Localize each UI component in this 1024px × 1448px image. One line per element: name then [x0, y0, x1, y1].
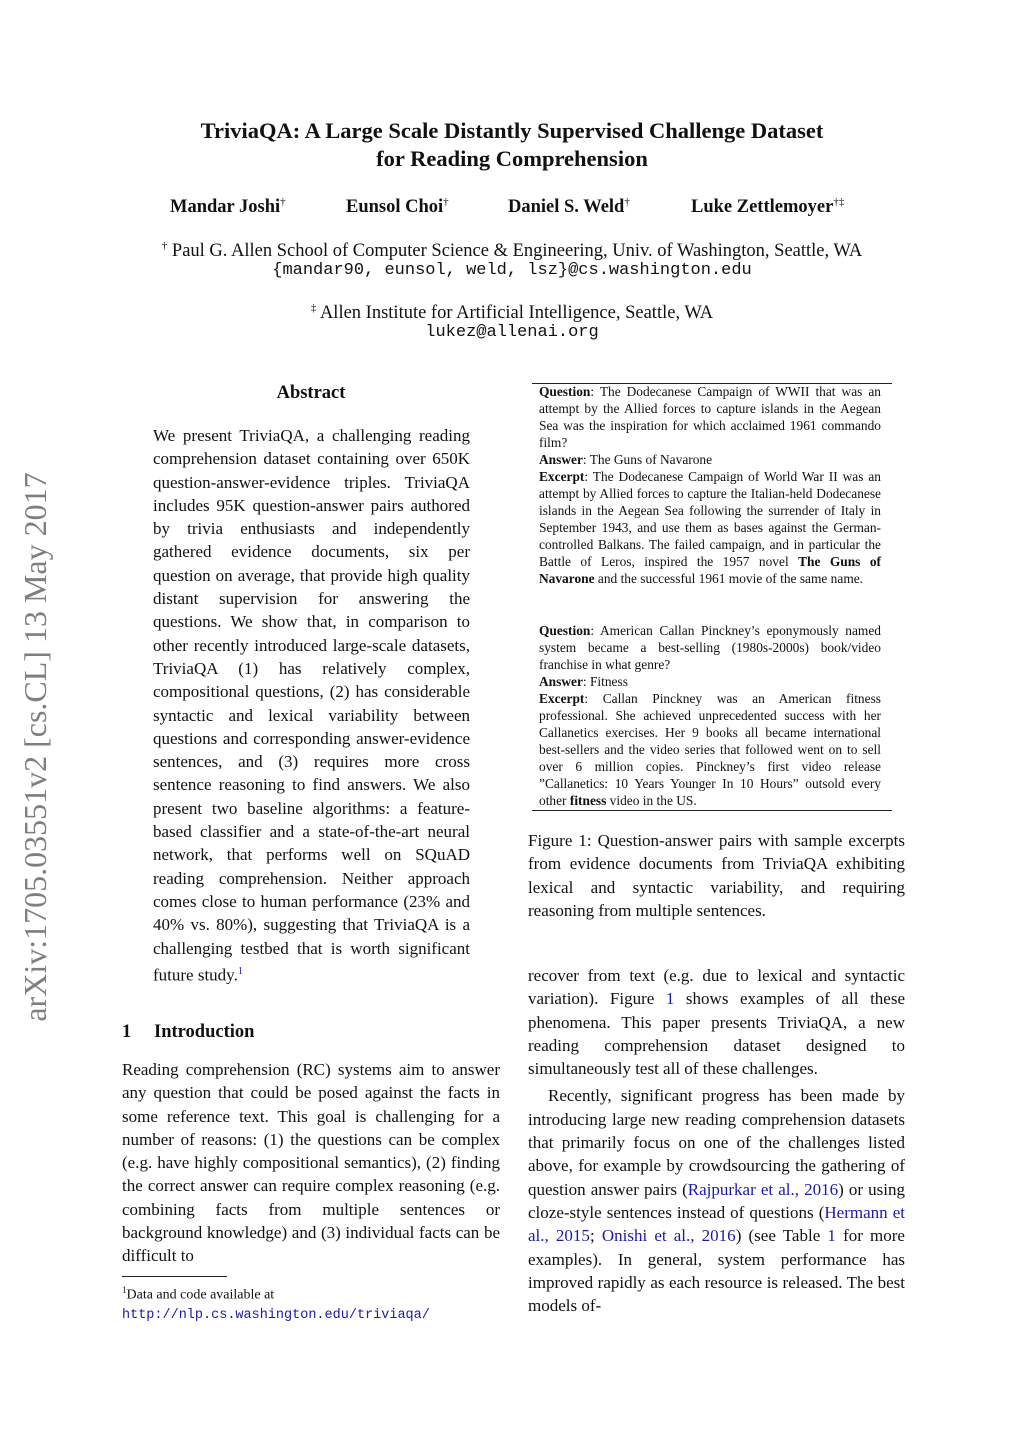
email-ai2: lukez@allenai.org [425, 323, 599, 342]
footnote-rule [122, 1276, 227, 1277]
citation-onishi[interactable]: Onishi et al., 2016 [601, 1226, 736, 1246]
figure-example-2 [539, 622, 881, 809]
figure-caption: Figure 1: Question-answer pairs with sample excerpts from evidence documents from TriviaQA exhibiting lexical and syntactic variability, and requiring reasoning from multiple sentences. [528, 831, 905, 920]
example-2-question: Question: American Callan Pinckney’s eponymously named system became a best-selling (1980s-2000s) book/video franchise in what genre? [539, 623, 881, 672]
section-heading-introduction: 1 Introduction [122, 1022, 255, 1042]
example-2-answer: Answer: Fitness [539, 674, 628, 689]
paper-title [0, 117, 1024, 173]
figure-example-1 [539, 383, 881, 587]
author-zettlemoyer: Luke Zettlemoyer†‡ [691, 196, 845, 218]
example-1-excerpt: Excerpt: The Dodecanese Campaign of World War II was an attempt by Allied forces to capture the Italian-held Dodecanese islands in the Aegean Sea following the surrender of Italy in September 1943, and use them as bases against the German-controlled Balkans. The failed campaign, and in particular the Battle of Leros, inspired the 1957 novel The Guns of Navarone and the successful 1961 movie of the same name. [539, 469, 881, 586]
right-column-body [528, 964, 905, 1317]
arxiv-sidebar-id: arXiv:1705.03551v2 [cs.CL] 13 May 2017 [17, 472, 53, 1022]
table-ref-link[interactable]: 1 [827, 1226, 836, 1246]
figure-bottom-rule [532, 810, 892, 811]
paragraph-phenomena: recover from text (e.g. due to lexical and syntactic variation). Figure 1 shows examples of all these phenomena. This paper presents TriviaQA, a new reading comprehension dataset designed to simultaneously test all of these challenges. [528, 966, 905, 1079]
footnote-ref[interactable]: 1 [237, 965, 243, 977]
title-line-2: for Reading Comprehension [376, 146, 648, 171]
author-weld: Daniel S. Weld† [508, 196, 630, 218]
footnote: $^1$Data and code available at http://nlp.cs.washington.edu/triviaqa/ [122, 1285, 430, 1323]
affiliation-uw: † Paul G. Allen School of Computer Science & Engineering, Univ. of Washington, Seattle, WA [161, 240, 863, 262]
paragraph-recent-progress: Recently, significant progress has been made by introducing large new reading comprehension datasets that primarily focus on one of the challenges listed above, for example by crowdsourcing the gathering of question answer pairs (Rajpurkar et al., 2016) or using cloze-style sentences instead of questions (Hermann et al., 2015; Onishi et al., 2016) (see Table 1 for more examples). In general, system performance has improved rapidly as each resource is released. The best models of- [528, 1086, 905, 1316]
author-choi: Eunsol Choi† [346, 196, 449, 218]
example-1-answer: Answer: The Guns of Navarone [539, 452, 713, 467]
example-1-question: Question: The Dodecanese Campaign of WWII that was an attempt by the Allied forces to capture islands in the Aegean Sea was the inspiration for which acclaimed 1961 commando film? [539, 384, 881, 450]
title-line-1: TriviaQA: A Large Scale Distantly Supervised Challenge Dataset [200, 118, 824, 143]
citation-hermann[interactable]: Hermann et al., 2015 [528, 1202, 905, 1246]
email-uw: {mandar90, eunsol, weld, lsz}@cs.washington.edu [272, 261, 752, 280]
abstract-heading: Abstract [276, 383, 346, 403]
intro-paragraph: Reading comprehension (RC) systems aim to answer any question that could be posed against the facts in some reference text. This goal is challenging for a number of reasons: (1) the questions can be complex (e.g. have highly compositional semantics), (2) finding the correct answer can require complex reasoning (e.g. combining facts from multiple sentences or background knowledge) and (3) individual facts can be difficult to [122, 1060, 500, 1266]
citation-rajpurkar[interactable]: Rajpurkar et al., 2016 [687, 1179, 839, 1199]
author-joshi: Mandar Joshi† [170, 196, 286, 218]
abstract-text: We present TriviaQA, a challenging reading comprehension dataset containing over 650K question-answer-evidence triples. TriviaQA includes 95K question-answer pairs authored by trivia enthusiasts and independently gathered evidence documents, six per question on average, that provide high quality distant supervision for answering the questions. We show that, in comparison to other recently introduced large-scale datasets, TriviaQA (1) has relatively complex, compositional questions, (2) has considerable syntactic and lexical variability between questions and corresponding answer-evidence sentences, and (3) requires more cross sentence reasoning to find answers. We also present two baseline algorithms: a feature-based classifier and a state-of-the-art neural network, that performs well on SQuAD reading comprehension. Neither approach comes close to human performance (23% and 40% vs. 80%), suggesting that TriviaQA is a challenging testbed that is worth significant future study.$^1$ [153, 426, 470, 985]
affiliation-ai2: ‡ Allen Institute for Artificial Intelligence, Seattle, WA [310, 302, 714, 324]
figure-ref-link[interactable]: 1 [665, 989, 675, 1009]
footnote-link[interactable]: http://nlp.cs.washington.edu/triviaqa/ [122, 1307, 430, 1323]
example-2-excerpt: Excerpt: Callan Pinckney was an American fitness professional. She achieved unprecedented success with her Callanetics exercises. Her 9 books all became international best-sellers and the video series that followed went on to sell over 6 million copies. Pinckney’s first video release ”Callanetics: 10 Years Younger In 10 Hours” outsold every other fitness video in the US. [539, 691, 881, 808]
